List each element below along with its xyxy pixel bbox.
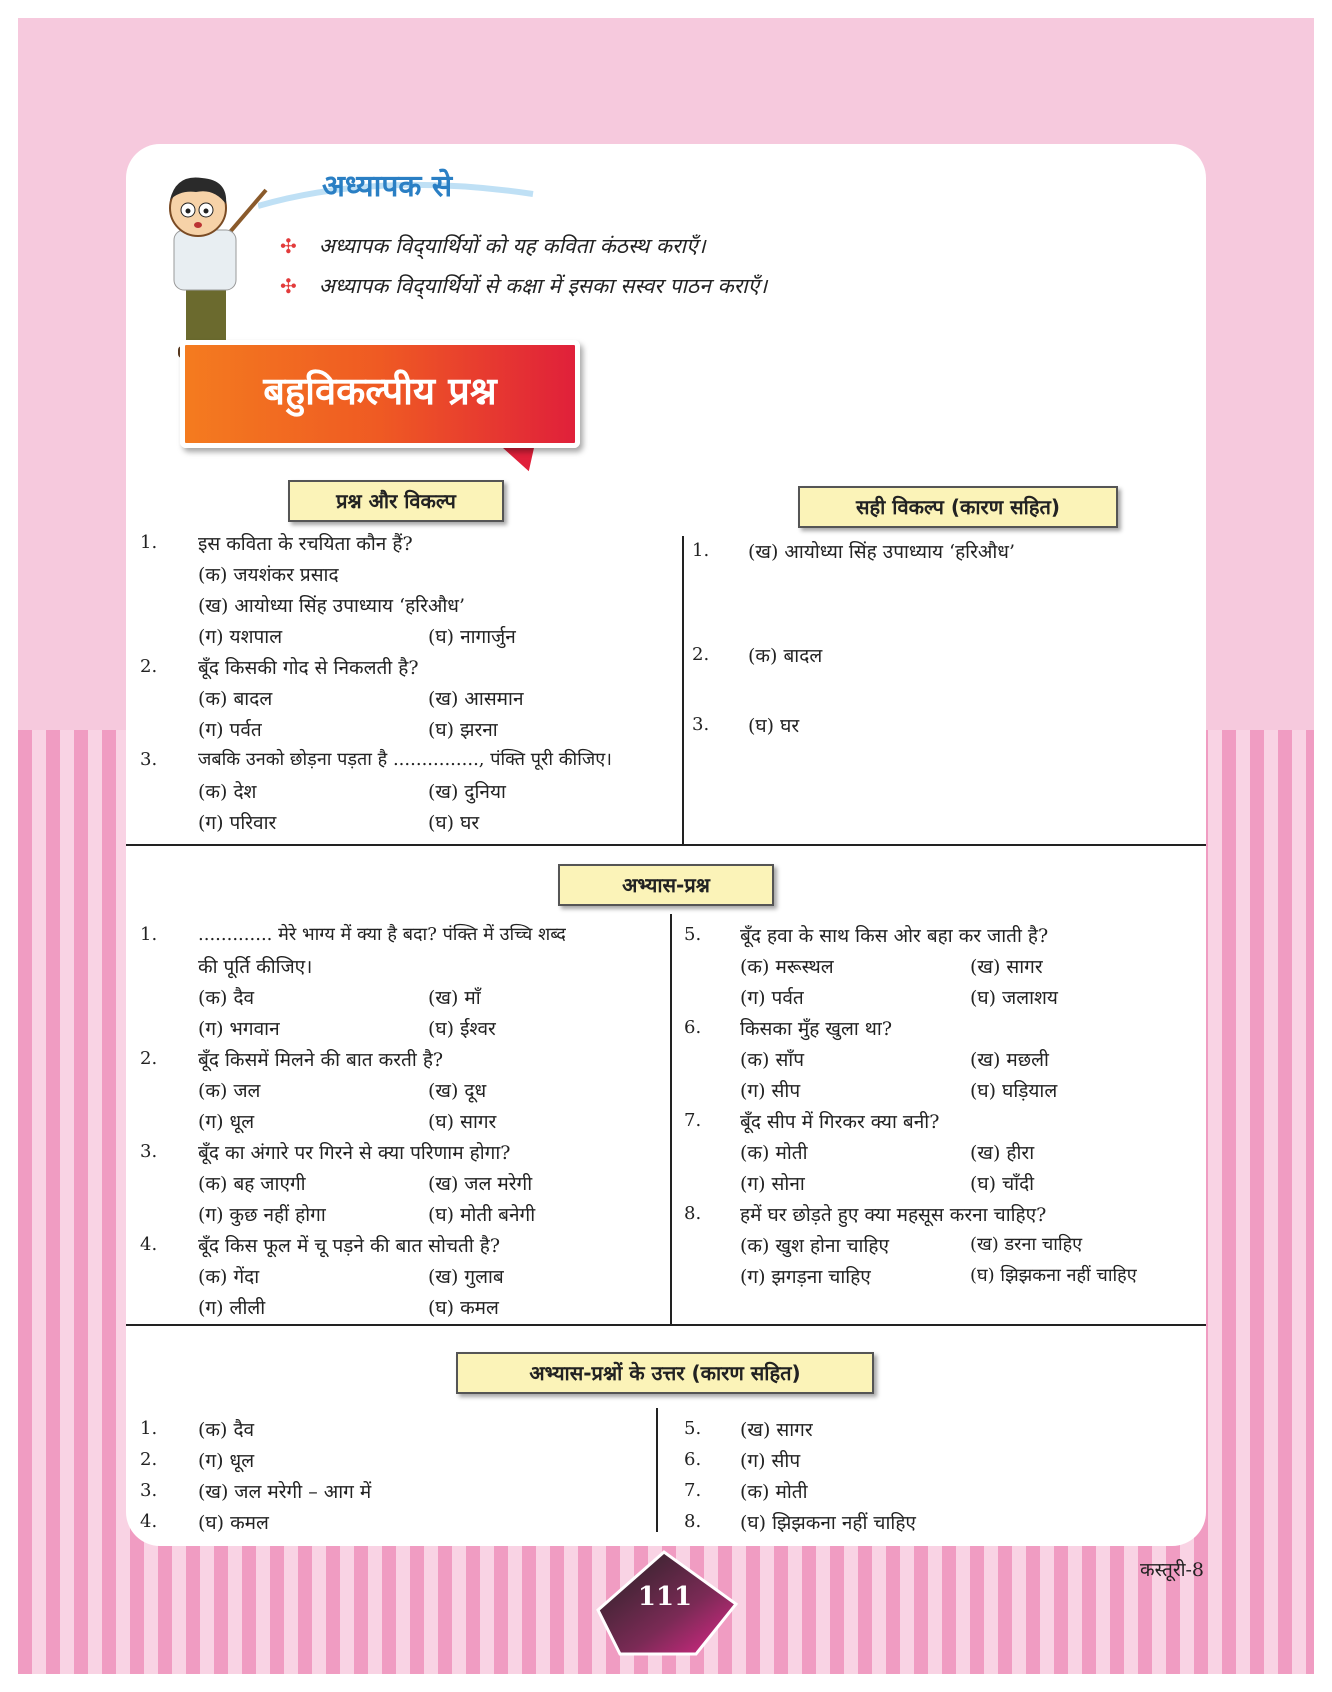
question-number: 3. xyxy=(140,1141,158,1162)
question-text: हमें घर छोड़ते हुए क्या महसूस करना चाहिए? xyxy=(740,1204,1047,1226)
option: (घ) घर xyxy=(428,812,480,834)
option: (घ) झिझकना नहीं चाहिए xyxy=(970,1265,1137,1286)
teacher-note: ✣ अध्यापक विद्‌यार्थियों को यह कविता कंठस्थ कराएँ। xyxy=(280,234,706,258)
page-number-badge xyxy=(590,1548,740,1658)
answer-text: (क) बादल xyxy=(748,645,823,667)
answer-number: 1. xyxy=(140,1418,158,1439)
question-text: बूँद किसकी गोद से निकलती है? xyxy=(198,657,419,679)
practice-heading: अभ्यास-प्रश्न xyxy=(558,864,774,906)
answer-number: 1. xyxy=(692,540,710,561)
question-number: 8. xyxy=(684,1203,702,1224)
option: (क) देश xyxy=(198,781,257,803)
question-number: 1. xyxy=(140,924,158,945)
section-divider xyxy=(126,1324,1206,1326)
answer-number: 6. xyxy=(684,1449,702,1470)
teacher-note: ✣ अध्यापक विद्‌यार्थियों से कक्षा में इसका सस्वर पाठन कराएँ। xyxy=(280,274,768,298)
option: (घ) कमल xyxy=(428,1297,499,1319)
question-number: 3. xyxy=(140,749,158,770)
banner-title: बहुविकल्पीय प्रश्न xyxy=(180,340,580,448)
option: (क) जल xyxy=(198,1080,261,1102)
option: (घ) ईश्वर xyxy=(428,1018,496,1040)
question-text: किसका मुँह खुला था? xyxy=(740,1018,893,1040)
answer-text: (क) मोती xyxy=(740,1481,808,1503)
option: (क) साँप xyxy=(740,1049,805,1071)
option: (ग) झगड़ना चाहिए xyxy=(740,1266,871,1288)
option: (घ) घड़ियाल xyxy=(970,1080,1058,1102)
answer-number: 3. xyxy=(140,1480,158,1501)
option: (घ) झरना xyxy=(428,719,498,741)
option: (घ) जलाशय xyxy=(970,987,1058,1009)
option: (घ) चाँदी xyxy=(970,1173,1035,1195)
answer-text: (ख) आयोध्या सिंह उपाध्याय ‘हरिऔध’ xyxy=(748,541,1016,563)
answer-text: (घ) घर xyxy=(748,715,800,737)
option: (ख) आयोध्या सिंह उपाध्याय ‘हरिऔध’ xyxy=(198,595,466,617)
option: (ग) परिवार xyxy=(198,812,277,834)
question-text: बूँद हवा के साथ किस ओर बहा कर जाती है? xyxy=(740,925,1049,947)
column-divider xyxy=(670,914,672,1324)
answer-number: 2. xyxy=(140,1449,158,1470)
mcq-heading: प्रश्न और विकल्प xyxy=(288,480,504,522)
section-divider xyxy=(126,844,1206,846)
question-number: 1. xyxy=(140,532,158,553)
option: (ग) कुछ नहीं होगा xyxy=(198,1204,326,1226)
answer-number: 4. xyxy=(140,1511,158,1532)
teacher-section-title: अध्यापक से xyxy=(322,169,453,204)
question-number: 2. xyxy=(140,1048,158,1069)
answer-number: 5. xyxy=(684,1418,702,1439)
bullet-star-icon: ✣ xyxy=(280,274,297,298)
option: (ग) पर्वत xyxy=(198,719,262,741)
answer-number: 3. xyxy=(692,714,710,735)
question-text: बूँद किसमें मिलने की बात करती है? xyxy=(198,1049,444,1071)
practice-answers-heading: अभ्यास-प्रश्नों के उत्तर (कारण सहित) xyxy=(456,1352,874,1394)
question-number: 6. xyxy=(684,1017,702,1038)
option: (ख) जल मरेगी xyxy=(428,1173,533,1195)
column-divider xyxy=(682,536,684,844)
mcq-answers-heading: सही विकल्प (कारण सहित) xyxy=(798,486,1118,528)
question-number: 4. xyxy=(140,1234,158,1255)
question-text: ............. मेरे भाग्य में क्या है बदा? पंक्ति में उच्चि शब्द xyxy=(198,924,566,945)
answer-text: (ग) धूल xyxy=(198,1450,255,1472)
option: (ग) सीप xyxy=(740,1080,801,1102)
question-number: 5. xyxy=(684,924,702,945)
option: (ख) डरना चाहिए xyxy=(970,1234,1083,1255)
answer-text: (ग) सीप xyxy=(740,1450,801,1472)
question-text: जबकि उनको छोड़ना पड़ता है ..............., पंक्ति पूरी कीजिए। xyxy=(198,749,612,770)
answer-text: (ख) सागर xyxy=(740,1419,813,1441)
question-text: इस कविता के रचयिता कौन हैं? xyxy=(198,533,413,555)
option: (घ) नागार्जुन xyxy=(428,626,516,648)
answer-number: 8. xyxy=(684,1511,702,1532)
option: (घ) सागर xyxy=(428,1111,497,1133)
option: (क) जयशंकर प्रसाद xyxy=(198,564,339,586)
bullet-star-icon: ✣ xyxy=(280,234,297,258)
question-text: बूँद किस फूल में चू पड़ने की बात सोचती है? xyxy=(198,1235,501,1257)
question-number: 7. xyxy=(684,1110,702,1131)
option: (ख) माँ xyxy=(428,987,481,1009)
mcq-banner xyxy=(180,340,590,480)
option: (ग) पर्वत xyxy=(740,987,804,1009)
option: (ख) दुनिया xyxy=(428,781,506,803)
option: (ख) गुलाब xyxy=(428,1266,504,1288)
column-divider xyxy=(656,1408,658,1532)
option: (ग) लीली xyxy=(198,1297,266,1319)
answer-number: 2. xyxy=(692,644,710,665)
option: (क) मरूस्थल xyxy=(740,956,834,978)
question-number: 2. xyxy=(140,656,158,677)
question-text: बूँद सीप में गिरकर क्या बनी? xyxy=(740,1111,940,1133)
option: (ग) सोना xyxy=(740,1173,805,1195)
option: (ग) यशपाल xyxy=(198,626,283,648)
option: (घ) मोती बनेगी xyxy=(428,1204,536,1226)
option: (ग) धूल xyxy=(198,1111,255,1133)
answer-text: (क) दैव xyxy=(198,1419,255,1441)
answer-text: (ख) जल मरेगी – आग में xyxy=(198,1481,372,1503)
option: (ख) दूध xyxy=(428,1080,487,1102)
book-name: कस्तूरी-8 xyxy=(1140,1559,1205,1581)
option: (क) खुश होना चाहिए xyxy=(740,1235,889,1257)
option: (क) बह जाएगी xyxy=(198,1173,306,1195)
option: (ख) सागर xyxy=(970,956,1043,978)
question-text: बूँद का अंगारे पर गिरने से क्या परिणाम होगा? xyxy=(198,1142,511,1164)
option: (ख) आसमान xyxy=(428,688,524,710)
question-text: की पूर्ति कीजिए। xyxy=(198,956,313,978)
answer-number: 7. xyxy=(684,1480,702,1501)
answer-text: (घ) कमल xyxy=(198,1512,269,1534)
option: (क) दैव xyxy=(198,987,255,1009)
option: (क) गेंदा xyxy=(198,1266,260,1288)
option: (क) मोती xyxy=(740,1142,808,1164)
answer-text: (घ) झिझकना नहीं चाहिए xyxy=(740,1512,916,1534)
option: (ग) भगवान xyxy=(198,1018,280,1040)
option: (ख) हीरा xyxy=(970,1142,1035,1164)
page-number: 111 xyxy=(637,1582,693,1612)
option: (ख) मछली xyxy=(970,1049,1049,1071)
option: (क) बादल xyxy=(198,688,273,710)
